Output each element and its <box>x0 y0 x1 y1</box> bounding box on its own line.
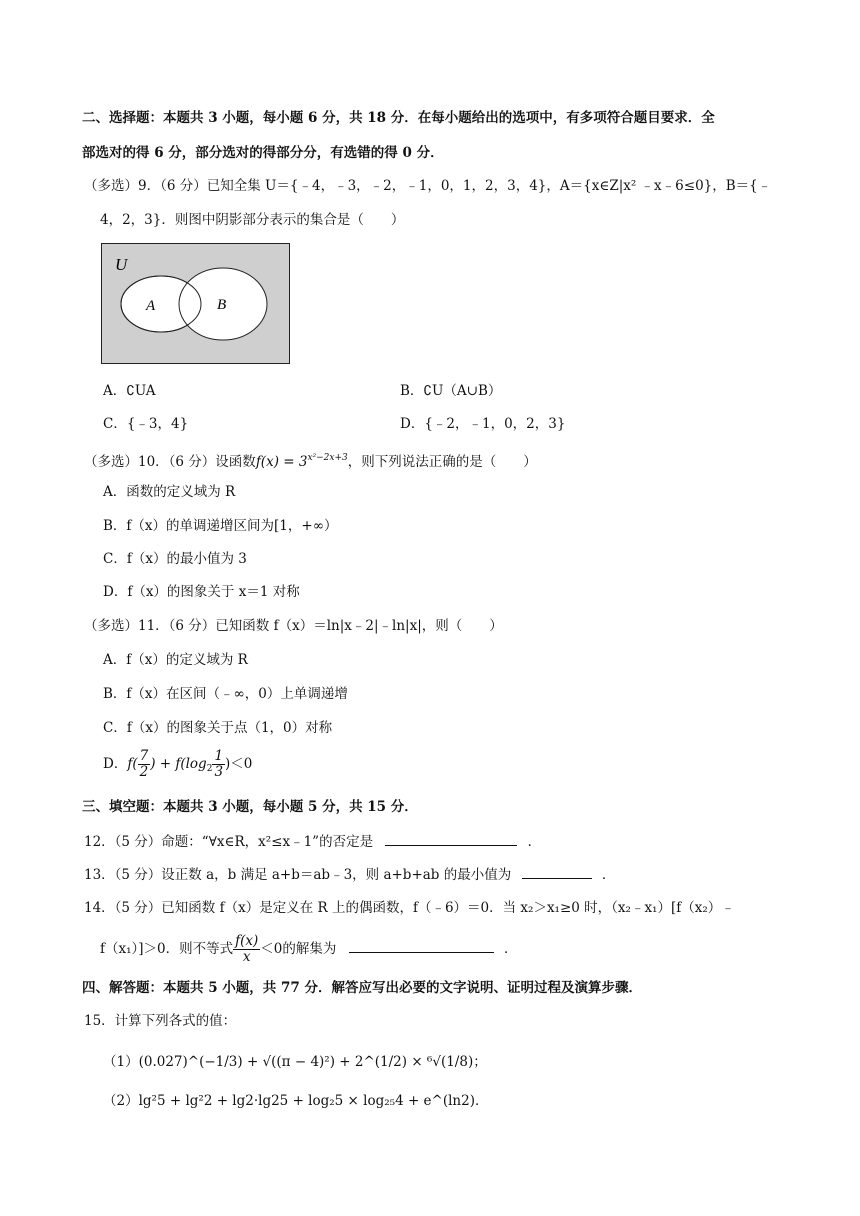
q10-option-d: D．f（x）的图象关于 x＝1 对称 <box>103 584 300 600</box>
q11-option-c: C．f（x）的图象关于点（1，0）对称 <box>103 720 333 736</box>
q9-option-c: C．{﹣3，4} <box>103 416 189 432</box>
section-2-title-line2: 部选对的得 6 分，部分选对的得部分分，有选错的得 0 分． <box>82 145 444 161</box>
q11-option-d-label: D． <box>103 756 128 772</box>
section-2-title-line1: 二、选择题：本题共 3 小题，每小题 6 分，共 18 分．在每小题给出的选项中，有多项符合题目要求．全 <box>82 110 715 126</box>
fraction-seven-halves: $\frac{7}{2}$ <box>139 748 149 780</box>
q14-stem-line2: f（x₁）]＞0．则不等式 $\frac{f(x)}{x}$ ＜0的解集为 ． <box>100 933 518 965</box>
q11-option-b: B．f（x）在区间（﹣∞，0）上单调递增 <box>103 686 348 702</box>
q10-option-a: A．函数的定义域为 R <box>103 484 236 500</box>
venn-diagram <box>101 243 291 365</box>
venn-label-u: U <box>115 255 128 274</box>
q12-answer-blank[interactable] <box>385 832 517 846</box>
q14-stem-line1: 14．（5 分）已知函数 f（x）是定义在 R 上的偶函数，f（﹣6）＝0．当 x₂＞x₁≥0 时，（x₂﹣x₁）[f（x₂）﹣ <box>84 900 735 916</box>
venn-label-b: B <box>217 297 227 313</box>
q11-option-a: A．f（x）的定义域为 R <box>103 652 248 668</box>
q10-function: f(x) = 3 <box>255 454 308 470</box>
fraction-fx-over-x: $\frac{f(x)}{x}$ <box>235 933 259 965</box>
q10-stem-pre: （多选）10．（6 分）设函数 <box>84 454 256 470</box>
q9-option-b: B．∁U（A∪B） <box>400 383 502 399</box>
q13-answer-blank[interactable] <box>522 865 592 879</box>
q9-stem-line1: （多选）9．（6 分）已知全集 U＝{﹣4，﹣3，﹣2，﹣1，0，1，2，3，4}，A＝{x∈Z|x² ﹣x﹣6≤0}，B＝{﹣ <box>84 178 772 194</box>
section-3-title: 三、填空题：本题共 3 小题，每小题 5 分，共 15 分． <box>82 799 418 815</box>
q15-part-2: （2）lg²5 + lg²2 + lg2·lg25 + log₂5 × log₂₅4 + e^(ln2)． <box>103 1093 489 1109</box>
q14-answer-blank[interactable] <box>349 939 494 953</box>
q9-option-d: D．{﹣2，﹣1，0，2，3} <box>400 416 566 432</box>
q10-option-b: B．f（x）的单调递增区间为[1，+∞） <box>103 518 338 534</box>
q12-stem: 12．（5 分）命题：“∀x∈R，x²≤x﹣1”的否定是 ． <box>84 834 542 850</box>
q10-exponent: x²−2x+3 <box>307 453 348 463</box>
q13-stem: 13．（5 分）设正数 a，b 满足 a+b＝ab﹣3，则 a+b+ab 的最小值为 ． <box>84 867 616 883</box>
q9-option-a: A．∁UA <box>103 383 156 399</box>
fraction-one-third: $\frac{1}{3}$ <box>214 748 224 780</box>
q15-stem: 15．计算下列各式的值： <box>84 1013 237 1029</box>
q15-part-1: （1）(0.027)^(−1/3) + √((π − 4)²) + 2^(1/2) × ⁶√(1/8)； <box>103 1054 487 1070</box>
q10-option-c: C．f（x）的最小值为 3 <box>103 551 247 567</box>
q11-option-d: D．f( $\frac{7}{2}$ ) + $f(\log_2$ $\frac{1}{3}$ )＜0 <box>103 748 253 780</box>
venn-label-a: A <box>146 298 156 314</box>
q11-stem: （多选）11．（6 分）已知函数 f（x）＝ln|x﹣2|﹣ln|x|，则（ ） <box>84 618 503 634</box>
q9-stem-line2: 4，2，3}．则图中阴影部分表示的集合是（ ） <box>100 212 405 228</box>
q10-stem-post: ，则下列说法正确的是（ ） <box>347 454 537 470</box>
section-4-title: 四、解答题：本题共 5 小题，共 77 分．解答应写出必要的文字说明、证明过程及演算步骤． <box>82 980 642 996</box>
q10-stem <box>84 448 537 472</box>
